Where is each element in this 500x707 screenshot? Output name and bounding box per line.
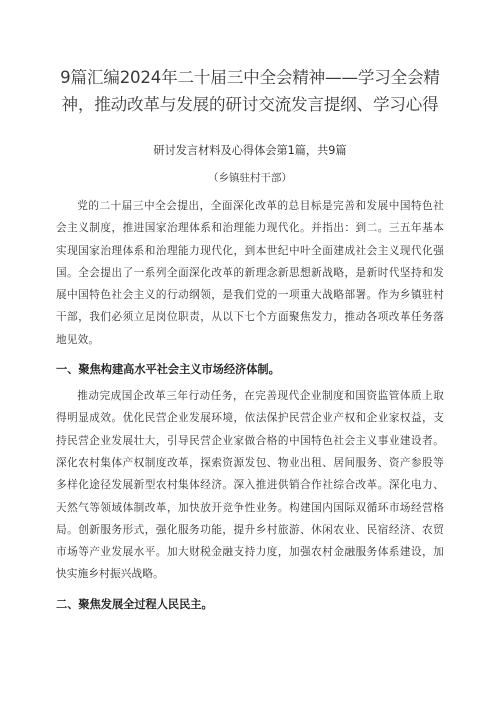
intro-paragraph: 党的二十届三中全会提出，全面深化改革的总目标是完善和发展中国特色社会主义制度，推进国家治理体系和治理能力现代化。并指出：到二。三五年基本实现国家治理体系和治理能力现代化，到本世纪中叶全面建成社会主义现代化强国。全会提出了一系列全面深化改革的新理念新思想新战略，是新时代坚持和发展中国特色社会主义的行动纲领，是我们党的一项重大战略部署。作为乡镇驻村干部，我们必须立足岗位职责，从以下七个方面聚焦发力，推动各项改革任务落地见效。 [56, 200, 444, 346]
document-title: 9篇汇编2024年二十届三中全会精神——学习全会精神，推动改革与发展的研讨交流发言提纲、学习心得 [60, 68, 440, 114]
section-heading-1: 一、聚焦构建高水平社会主义市场经济体制。 [56, 363, 280, 377]
document-subtitle: 研讨发言材料及心得体会第1篇，共9篇 [153, 144, 347, 157]
author-line: （乡镇驻村干部） [208, 172, 292, 184]
section-heading-2: 二、聚焦发展全过程人民民主。 [56, 597, 213, 611]
section-1-paragraph: 推动完成国企改革三年行动任务，在完善现代企业制度和国资监管体质上取得明显成效。优化民营企业发展环境，依法保护民营企业产权和企业家权益，支持民营企业发展壮大，引导民营企业家做合格的中国特色社会主义事业建设者。深化农村集体产权制度改革，探索资源发包、物业出租、居间服务、资产参股等多样化途径发展新型农村集体经济。深入推进供销合作社综合改革。深化电力、天然气等领域体制改革，加快放开竞争性业务。构建国内国际双循环市场经营格局。创新服务形式，强化服务功能，提升乡村旅游、休闲农业、民宿经济、农贸市场等产业发展水平。加大财税金融支持力度，加强农村金融服务体系建设，加快实施乡村振兴战略。 [56, 390, 444, 581]
